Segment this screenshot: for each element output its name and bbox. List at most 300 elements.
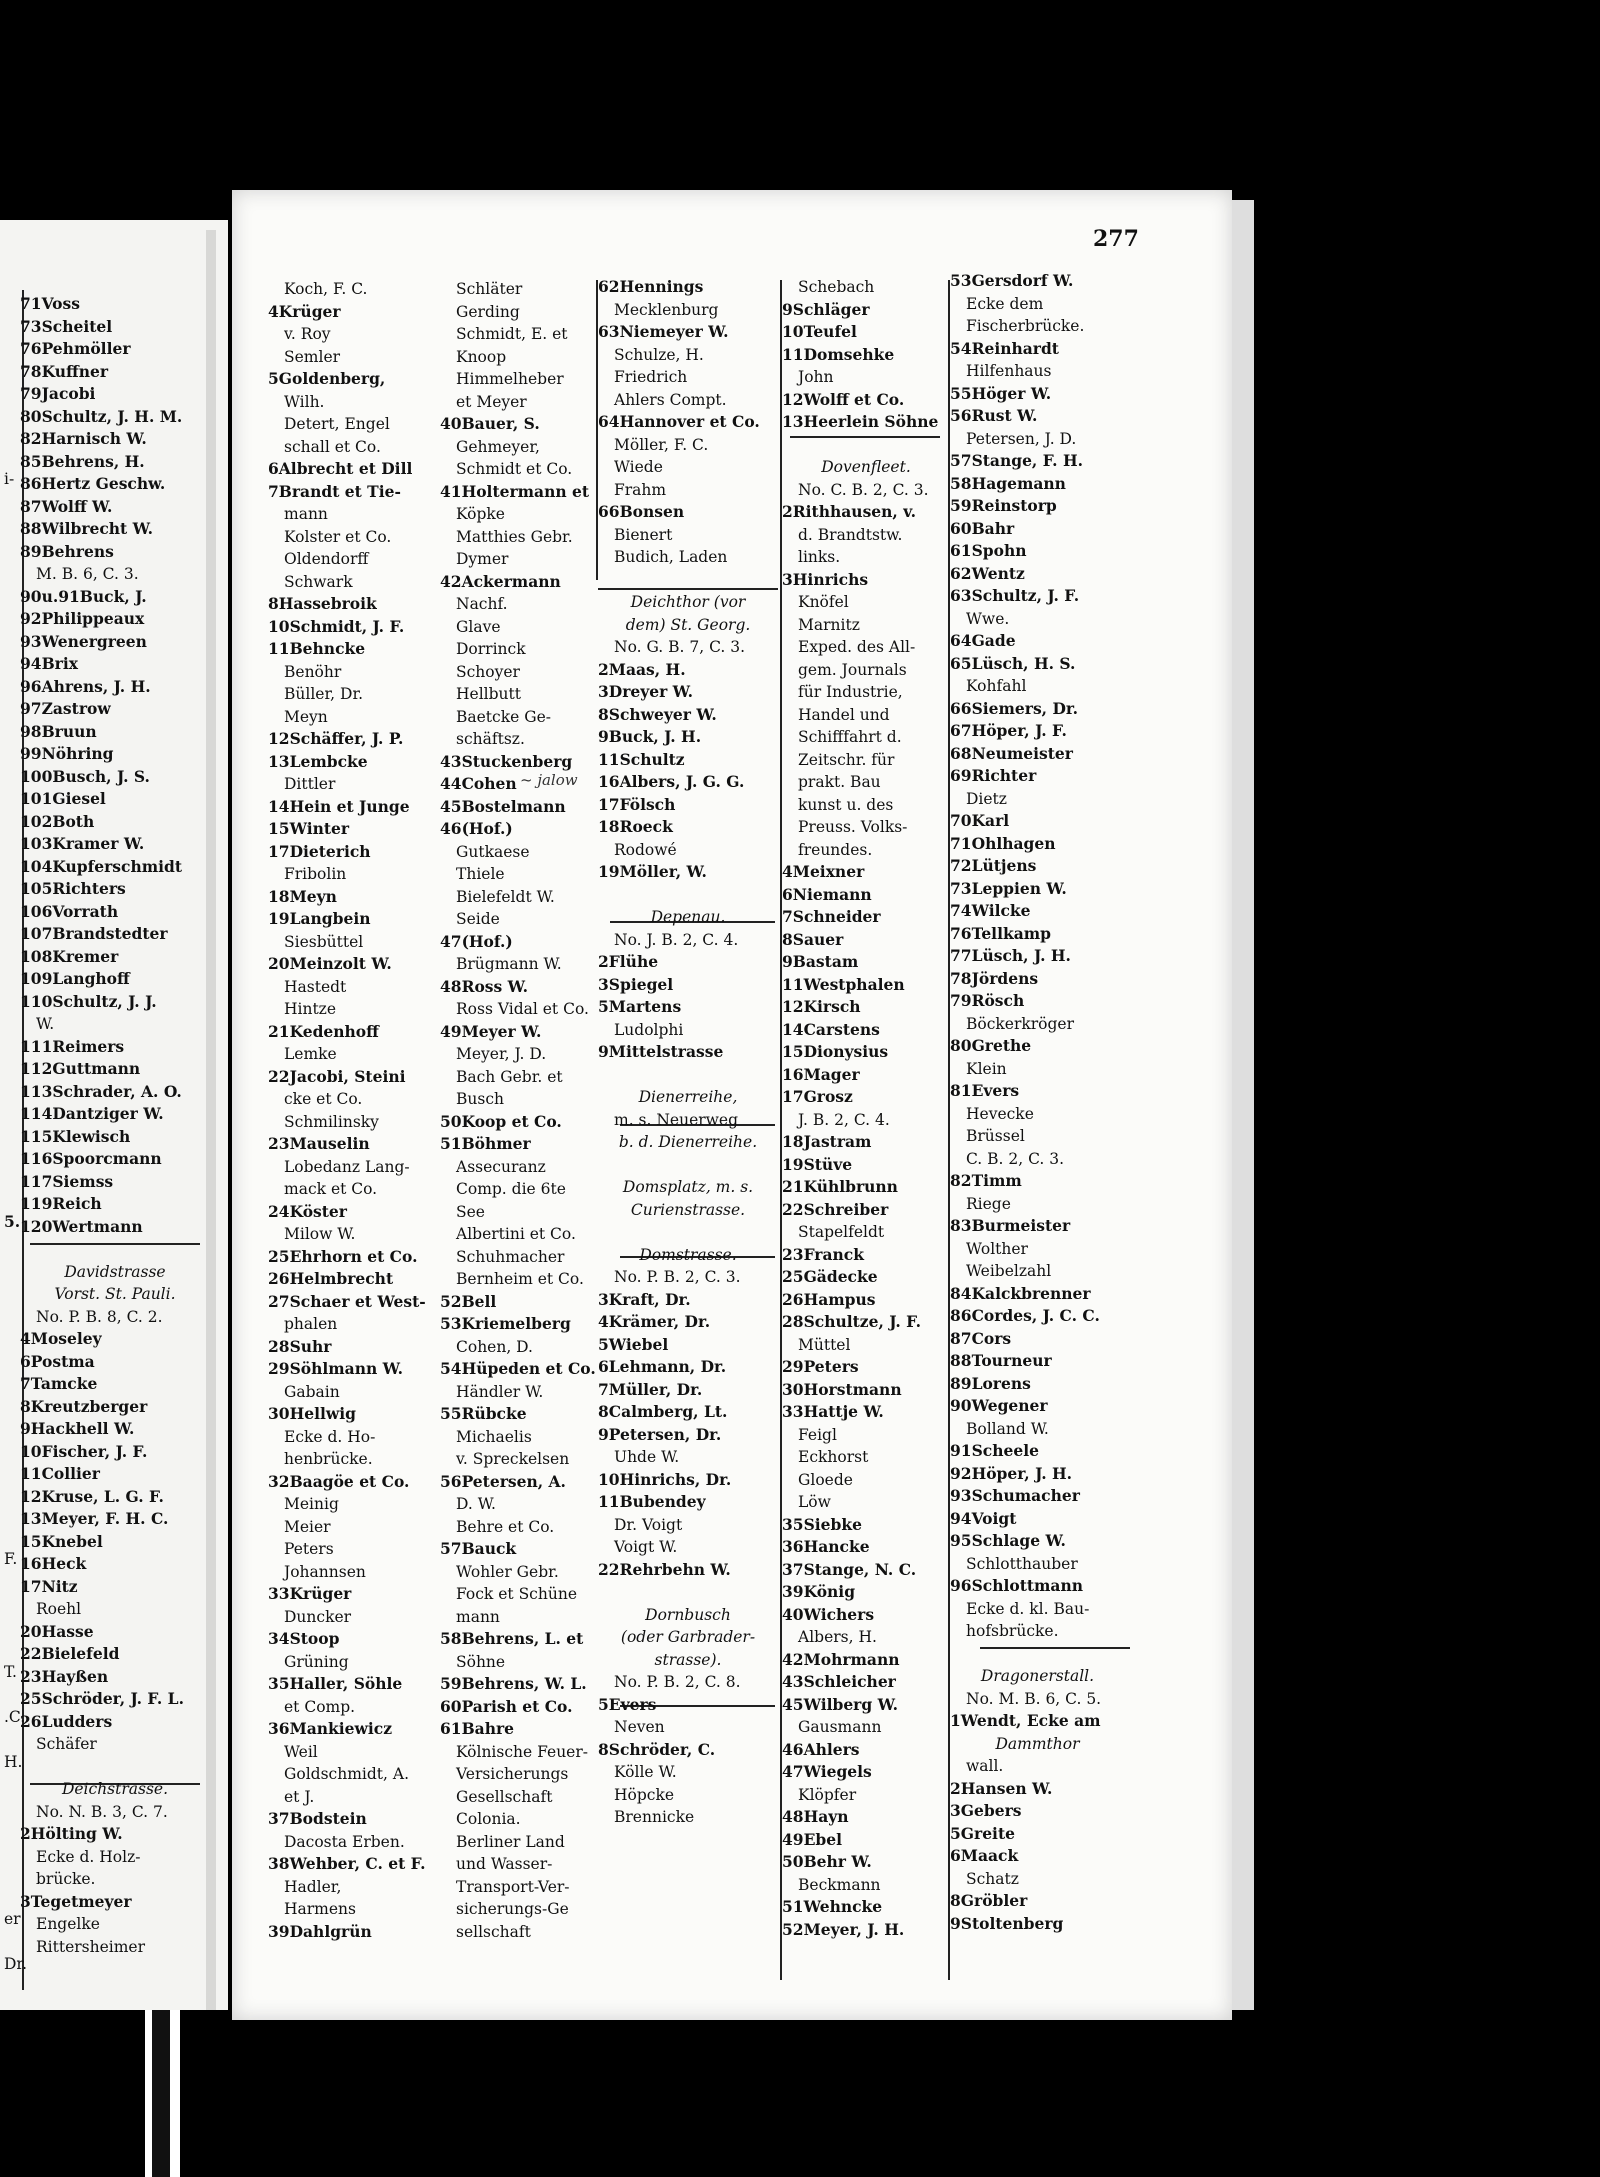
directory-entry: 104Kupferschmidt bbox=[20, 856, 183, 876]
directory-entry: cke et Co. bbox=[284, 1090, 363, 1108]
directory-entry: et Comp. bbox=[284, 1697, 356, 1716]
directory-entry: 29Peters bbox=[782, 1357, 859, 1376]
directory-entry: Dietz bbox=[966, 789, 1007, 808]
directory-entry: 96Ahrens, J. H. bbox=[20, 676, 151, 696]
directory-entry: 70Karl bbox=[950, 811, 1010, 830]
directory-entry: W. bbox=[36, 1015, 55, 1033]
directory-entry: 53Gersdorf W. bbox=[950, 271, 1074, 290]
directory-entry: 64Gade bbox=[950, 631, 1016, 650]
directory-entry: 88Wilbrecht W. bbox=[20, 519, 153, 538]
directory-entry: 45Bostelmann bbox=[440, 796, 566, 816]
directory-entry: 16Heck bbox=[20, 1554, 87, 1573]
directory-entry: 97Zastrow bbox=[20, 699, 111, 718]
page-number: 277 bbox=[1093, 226, 1139, 252]
directory-entry: 110Schultz, J. J. bbox=[20, 991, 157, 1011]
directory-entry: 43Stuckenberg bbox=[440, 751, 573, 771]
directory-entry: Köpke bbox=[456, 505, 505, 523]
directory-entry: Dammthor bbox=[995, 1734, 1080, 1753]
directory-entry: 11Schultz bbox=[598, 749, 685, 769]
directory-entry: Lobedanz Lang- bbox=[284, 1157, 410, 1176]
directory-entry: Schatz bbox=[966, 1869, 1019, 1888]
directory-entry bbox=[598, 569, 778, 592]
directory-entry: Kölle W. bbox=[614, 1763, 677, 1781]
directory-entry: Baetcke Ge- bbox=[456, 707, 551, 726]
directory-entry: 47(Hof.) bbox=[440, 931, 513, 951]
directory-entry: 36Mankiewicz bbox=[268, 1719, 392, 1738]
directory-entry: Böckerkröger bbox=[966, 1014, 1075, 1033]
directory-entry: 18Meyn bbox=[268, 886, 337, 906]
directory-entry: Brennicke bbox=[614, 1808, 695, 1826]
directory-entry: Nachf. bbox=[456, 595, 508, 613]
directory-entry: Assecuranz bbox=[456, 1157, 546, 1176]
directory-entry: 79Jacobi bbox=[20, 384, 96, 403]
directory-entry: 25Schröder, J. F. L. bbox=[20, 1689, 184, 1708]
directory-entry: Meyer, J. D. bbox=[456, 1045, 547, 1063]
directory-entry: 74Wilcke bbox=[950, 901, 1031, 920]
directory-entry: Berliner Land bbox=[456, 1832, 565, 1851]
directory-entry: 86Hertz Geschw. bbox=[20, 474, 166, 493]
directory-entry: 36Hancke bbox=[782, 1537, 870, 1556]
directory-entry: 6Niemann bbox=[782, 884, 872, 904]
directory-entry: 65Lüsch, H. S. bbox=[950, 653, 1076, 673]
directory-entry: Albertini et Co. bbox=[456, 1225, 576, 1243]
directory-entry: 42Mohrmann bbox=[782, 1649, 900, 1669]
directory-entry: 51Böhmer bbox=[440, 1134, 531, 1153]
directory-entry: 14Hein et Junge bbox=[268, 796, 410, 816]
directory-entry: 23Mauselin bbox=[268, 1134, 370, 1153]
directory-entry: 26Helmbrecht bbox=[268, 1269, 394, 1288]
directory-entry: 27Schaer et West- bbox=[268, 1291, 426, 1311]
directory-entry: 54Reinhardt bbox=[950, 338, 1059, 358]
directory-entry: Grüning bbox=[284, 1652, 349, 1671]
directory-entry: Harmens bbox=[284, 1900, 356, 1918]
directory-entry: Kolster et Co. bbox=[284, 527, 392, 546]
directory-entry: Transport-Ver- bbox=[456, 1877, 570, 1896]
directory-entry: Hadler, bbox=[284, 1877, 342, 1896]
directory-entry: Schlotthauber bbox=[966, 1554, 1078, 1573]
directory-entry: Deichstrasse. bbox=[61, 1780, 169, 1798]
directory-entry: Rodowé bbox=[614, 840, 677, 859]
directory-entry: 5. bbox=[4, 1211, 21, 1231]
directory-entry: 73Leppien W. bbox=[950, 878, 1067, 898]
directory-entry: dem) St. Georg. bbox=[625, 615, 751, 634]
directory-column bbox=[20, 293, 210, 1958]
directory-entry: 15Dionysius bbox=[782, 1042, 889, 1061]
directory-entry: 46(Hof.) bbox=[440, 819, 513, 838]
directory-entry: 2Hölting W. bbox=[20, 1824, 123, 1843]
directory-entry: Detert, Engel bbox=[284, 415, 390, 433]
directory-entry: phalen bbox=[284, 1315, 338, 1333]
directory-entry: 26Hampus bbox=[782, 1289, 876, 1309]
directory-entry: Wolther bbox=[966, 1239, 1028, 1258]
directory-entry: 40Wichers bbox=[782, 1604, 875, 1624]
directory-entry: 17Fölsch bbox=[598, 794, 676, 814]
directory-entry: Ecke d. kl. Bau- bbox=[966, 1599, 1090, 1618]
directory-entry: 102Both bbox=[20, 811, 95, 831]
directory-entry: 112Guttmann bbox=[20, 1059, 141, 1078]
directory-entry: Möller, F. C. bbox=[614, 435, 709, 454]
directory-entry: 28Suhr bbox=[268, 1336, 332, 1356]
directory-entry: 49Ebel bbox=[782, 1829, 842, 1849]
directory-entry: 81Evers bbox=[950, 1081, 1020, 1100]
directory-entry: 54Hüpeden et Co. bbox=[440, 1359, 596, 1378]
directory-entry: Ross Vidal et Co. bbox=[456, 1000, 589, 1018]
directory-entry: mann bbox=[456, 1607, 500, 1626]
directory-entry: 115Klewisch bbox=[20, 1126, 131, 1146]
directory-entry: Söhne bbox=[456, 1652, 506, 1671]
directory-entry: 22Jacobi, Steini bbox=[268, 1066, 406, 1086]
directory-entry: Uhde W. bbox=[614, 1448, 680, 1466]
directory-entry: 92Philippeaux bbox=[20, 609, 145, 628]
directory-entry: 56Rust W. bbox=[950, 406, 1038, 425]
directory-entry: H. bbox=[4, 1752, 23, 1771]
directory-entry: 52Meyer, J. H. bbox=[782, 1919, 905, 1939]
right-page-curl bbox=[1232, 200, 1254, 2010]
directory-entry: 46Ahlers bbox=[782, 1739, 860, 1759]
directory-entry: Comp. die 6te bbox=[456, 1180, 566, 1198]
directory-entry: 80Grethe bbox=[950, 1036, 1032, 1055]
directory-entry: No. M. B. 6, C. 5. bbox=[966, 1689, 1102, 1708]
directory-entry: 23Franck bbox=[782, 1244, 864, 1264]
directory-entry: 12Wolff et Co. bbox=[782, 389, 905, 409]
directory-entry: 79Rösch bbox=[950, 991, 1025, 1010]
directory-entry: Seide bbox=[456, 910, 500, 928]
directory-entry: D. W. bbox=[456, 1495, 496, 1513]
directory-entry: Benöhr bbox=[284, 662, 342, 681]
directory-entry: F. bbox=[4, 1550, 18, 1568]
directory-entry: 71Ohlhagen bbox=[950, 833, 1056, 853]
directory-entry: Meier bbox=[284, 1517, 331, 1536]
directory-entry: 6Maack bbox=[950, 1846, 1019, 1865]
directory-entry: 98Bruun bbox=[20, 721, 97, 741]
directory-entry: 95Schlage W. bbox=[950, 1531, 1066, 1550]
directory-entry: Schifffahrt d. bbox=[798, 728, 902, 746]
directory-entry: 9Hackhell W. bbox=[20, 1419, 135, 1438]
directory-entry: Gloede bbox=[798, 1470, 853, 1489]
directory-entry: 7Schneider bbox=[782, 907, 881, 926]
directory-entry bbox=[598, 1154, 778, 1177]
directory-entry: et J. bbox=[284, 1787, 315, 1806]
directory-entry: Fischerbrücke. bbox=[966, 317, 1085, 335]
directory-entry: Schulze, H. bbox=[614, 345, 704, 364]
directory-entry: 10Schmidt, J. F. bbox=[268, 616, 405, 636]
directory-entry: Büller, Dr. bbox=[284, 685, 364, 703]
directory-entry: Riege bbox=[966, 1194, 1011, 1213]
directory-entry: 56Petersen, A. bbox=[440, 1471, 566, 1491]
directory-entry: 11Domsehke bbox=[782, 344, 895, 364]
directory-entry: 9Bastam bbox=[782, 952, 859, 971]
directory-entry: 30Hellwig bbox=[268, 1404, 356, 1423]
directory-entry: mack et Co. bbox=[284, 1180, 378, 1198]
directory-entry: Himmelheber bbox=[456, 370, 564, 388]
directory-entry: 53Kriemelberg bbox=[440, 1314, 571, 1333]
directory-entry: hofsbrücke. bbox=[966, 1622, 1059, 1640]
spine-shadow bbox=[152, 2010, 170, 2177]
directory-entry: 63Schultz, J. F. bbox=[950, 586, 1080, 605]
directory-entry: 47Wiegels bbox=[782, 1762, 872, 1781]
directory-entry: 9Stoltenberg bbox=[950, 1913, 1064, 1933]
directory-entry: Petersen, J. D. bbox=[966, 429, 1077, 448]
directory-entry: Dovenfleet. bbox=[821, 458, 911, 476]
directory-entry: 35Haller, Söhle bbox=[268, 1674, 403, 1693]
directory-entry: Schmilinsky bbox=[284, 1112, 379, 1131]
directory-entry: 61Bahre bbox=[440, 1719, 515, 1738]
directory-entry: 2Hansen W. bbox=[950, 1778, 1053, 1798]
directory-entry: Dr. bbox=[4, 1955, 28, 1973]
directory-entry: 44Cohen bbox=[440, 774, 517, 793]
directory-entry: 94Voigt bbox=[950, 1508, 1017, 1528]
directory-entry: 23Hayßen bbox=[20, 1666, 109, 1686]
directory-entry: 6Albrecht et Dill bbox=[268, 459, 413, 478]
directory-entry: Mecklenburg bbox=[614, 300, 719, 319]
directory-entry: 78Kuffner bbox=[20, 361, 108, 381]
directory-entry bbox=[598, 1581, 778, 1604]
directory-entry: Hastedt bbox=[284, 977, 347, 996]
directory-entry: 9Schläger bbox=[782, 299, 870, 319]
directory-entry: 28Schultze, J. F. bbox=[782, 1312, 922, 1331]
directory-entry: 55Höger W. bbox=[950, 383, 1052, 403]
directory-entry: Roehl bbox=[36, 1600, 82, 1618]
directory-entry: 6Lehmann, Dr. bbox=[598, 1357, 727, 1376]
directory-entry: No. J. B. 2, C. 4. bbox=[614, 930, 739, 949]
directory-entry: er bbox=[4, 1910, 21, 1928]
directory-entry: 5Goldenberg, bbox=[268, 369, 386, 388]
directory-entry: 7Müller, Dr. bbox=[598, 1379, 703, 1399]
directory-entry: 59Behrens, W. L. bbox=[440, 1674, 587, 1693]
directory-entry: 77Lüsch, J. H. bbox=[950, 946, 1071, 965]
directory-entry: Duncker bbox=[284, 1607, 352, 1626]
directory-entry: 35Siebke bbox=[782, 1514, 862, 1534]
directory-entry: Exped. des All- bbox=[798, 638, 916, 656]
directory-entry: 117Siemss bbox=[20, 1171, 114, 1191]
directory-entry: 11Westphalen bbox=[782, 974, 905, 994]
directory-entry: Gausmann bbox=[798, 1718, 882, 1736]
directory-entry: Dymer bbox=[456, 550, 509, 568]
directory-entry: 13Lembcke bbox=[268, 751, 368, 771]
directory-entry: 80Schultz, J. H. M. bbox=[20, 406, 183, 426]
directory-entry: für Industrie, bbox=[798, 683, 903, 701]
directory-entry: freundes. bbox=[798, 840, 873, 859]
directory-entry: 9Mittelstrasse bbox=[598, 1042, 724, 1061]
directory-entry: 22Rehrbehn W. bbox=[598, 1559, 731, 1579]
directory-entry: 32Baagöe et Co. bbox=[268, 1471, 410, 1491]
directory-entry: 22Schreiber bbox=[782, 1199, 889, 1219]
directory-entry: sicherungs-Ge bbox=[456, 1900, 569, 1918]
directory-entry: 116Spoorcmann bbox=[20, 1149, 162, 1168]
directory-entry: 90Wegener bbox=[950, 1396, 1048, 1415]
directory-entry: 8Gröbler bbox=[950, 1891, 1028, 1910]
directory-entry: 50Behr W. bbox=[782, 1852, 872, 1871]
directory-entry: 64Hannover et Co. bbox=[598, 412, 760, 431]
directory-entry: Matthies Gebr. bbox=[456, 527, 573, 546]
directory-entry bbox=[598, 884, 778, 907]
directory-entry: 78Jördens bbox=[950, 968, 1039, 988]
directory-entry: 12Schäffer, J. P. bbox=[268, 729, 404, 748]
directory-entry: 29Söhlmann W. bbox=[268, 1359, 404, 1378]
directory-entry: Hilfenhaus bbox=[966, 362, 1052, 380]
directory-entry: 55Rübcke bbox=[440, 1404, 527, 1423]
directory-entry: 14Carstens bbox=[782, 1019, 880, 1039]
directory-entry: Cohen, D. bbox=[456, 1337, 533, 1356]
directory-entry: 69Richter bbox=[950, 766, 1037, 785]
directory-entry: 33Hattje W. bbox=[782, 1402, 884, 1421]
directory-entry: 4Meixner bbox=[782, 862, 865, 881]
directory-entry: Curienstrasse. bbox=[630, 1200, 746, 1219]
directory-entry: Fock et Schüne bbox=[456, 1585, 577, 1603]
directory-entry: 8Hassebroik bbox=[268, 594, 377, 613]
directory-entry: 10Teufel bbox=[782, 322, 857, 341]
directory-entry: 18Roeck bbox=[598, 817, 673, 836]
directory-entry: 58Hagemann bbox=[950, 473, 1066, 493]
directory-entry: Dorrinck bbox=[456, 640, 526, 658]
directory-entry: Bach Gebr. et bbox=[456, 1067, 563, 1086]
directory-entry: 3Dreyer W. bbox=[598, 682, 694, 701]
directory-entry: Bolland W. bbox=[966, 1419, 1049, 1438]
directory-entry: 103Kramer W. bbox=[20, 834, 145, 853]
directory-entry: No. P. B. 8, C. 2. bbox=[36, 1307, 163, 1326]
directory-entry: Lemke bbox=[284, 1045, 337, 1063]
directory-entry: 57Stange, F. H. bbox=[950, 451, 1084, 470]
directory-entry: C. B. 2, C. 3. bbox=[966, 1149, 1065, 1168]
directory-entry: 21Kühlbrunn bbox=[782, 1177, 898, 1196]
directory-entry: 39König bbox=[782, 1582, 856, 1601]
directory-entry: mann bbox=[284, 505, 328, 523]
directory-entry: 11Behncke bbox=[268, 639, 366, 658]
directory-entry: Dr. Voigt bbox=[614, 1515, 683, 1534]
directory-entry: 3Hinrichs bbox=[782, 569, 869, 589]
directory-entry: Gabain bbox=[284, 1382, 340, 1401]
directory-entry: Domsplatz, m. s. bbox=[622, 1178, 754, 1196]
directory-entry: 85Behrens, H. bbox=[20, 451, 145, 471]
directory-entry: Dienerreihe, bbox=[638, 1088, 738, 1106]
directory-entry: Schäfer bbox=[36, 1735, 97, 1753]
directory-entry: Zeitschr. für bbox=[798, 750, 895, 769]
directory-entry: 7Brandt et Tie- bbox=[268, 481, 401, 501]
directory-entry: Davidstrasse bbox=[64, 1262, 166, 1281]
directory-entry: 3Spiegel bbox=[598, 974, 674, 994]
directory-entry: 15Knebel bbox=[20, 1531, 103, 1551]
directory-entry: 51Wehncke bbox=[782, 1897, 883, 1916]
directory-entry: v. Spreckelsen bbox=[456, 1450, 570, 1468]
directory-entry: Feigl bbox=[798, 1425, 837, 1444]
directory-entry: Schwark bbox=[284, 572, 353, 591]
directory-entry: Albers, H. bbox=[798, 1628, 877, 1646]
directory-entry: Schmidt, E. et bbox=[456, 325, 568, 343]
directory-entry: 11Collier bbox=[20, 1464, 100, 1483]
directory-entry: 5Greite bbox=[950, 1823, 1015, 1843]
directory-entry: No. P. B. 2, C. 3. bbox=[614, 1268, 741, 1286]
directory-entry: 19Möller, W. bbox=[598, 862, 707, 881]
directory-entry: 9Buck, J. H. bbox=[598, 727, 702, 746]
directory-entry: Peters bbox=[284, 1540, 334, 1558]
directory-entry bbox=[782, 434, 950, 457]
directory-entry: 109Langhoff bbox=[20, 969, 130, 988]
directory-entry: 87Cors bbox=[950, 1328, 1012, 1348]
directory-entry: 72Lütjens bbox=[950, 856, 1037, 875]
directory-entry: Handel und bbox=[798, 705, 890, 724]
directory-entry: 52Bell bbox=[440, 1291, 497, 1311]
directory-entry bbox=[20, 1238, 210, 1261]
directory-entry: See bbox=[456, 1202, 485, 1221]
directory-entry: Dittler bbox=[284, 775, 336, 793]
directory-entry: Klöpfer bbox=[798, 1785, 857, 1804]
handwritten-note: ~ jalow bbox=[520, 771, 578, 789]
directory-entry: Knöfel bbox=[798, 593, 849, 611]
directory-entry: Depenau. bbox=[650, 908, 726, 926]
directory-entry: 16Albers, J. G. G. bbox=[598, 772, 745, 791]
directory-entry: 11Bubendey bbox=[598, 1492, 706, 1511]
directory-entry: 33Krüger bbox=[268, 1584, 352, 1603]
directory-entry: 82Harnisch W. bbox=[20, 429, 147, 448]
directory-entry: 58Behrens, L. et bbox=[440, 1629, 584, 1648]
directory-entry: 66Siemers, Dr. bbox=[950, 698, 1079, 718]
directory-entry bbox=[950, 1643, 1125, 1666]
directory-entry: Voigt W. bbox=[614, 1538, 678, 1556]
directory-entry: Hellbutt bbox=[456, 685, 521, 703]
directory-entry: 19Stüve bbox=[782, 1154, 853, 1174]
directory-entry: 4Krüger bbox=[268, 301, 341, 321]
directory-entry: m. s. Neuerweg bbox=[614, 1110, 739, 1129]
directory-entry: 67Höper, J. F. bbox=[950, 721, 1067, 740]
directory-entry: Dragonerstall. bbox=[980, 1667, 1095, 1685]
directory-entry: 120Wertmann bbox=[20, 1216, 143, 1236]
directory-entry: v. Roy bbox=[284, 325, 331, 343]
directory-entry: Goldschmidt, A. bbox=[284, 1765, 409, 1783]
directory-entry: 57Bauck bbox=[440, 1539, 517, 1558]
directory-entry: 5Evers bbox=[598, 1694, 657, 1714]
directory-entry: Deichthor (vor bbox=[630, 593, 746, 611]
directory-entry: Bienert bbox=[614, 525, 673, 544]
directory-entry: strasse). bbox=[654, 1650, 722, 1669]
directory-column bbox=[950, 270, 1125, 1935]
directory-entry: 8Calmberg, Lt. bbox=[598, 1402, 728, 1421]
directory-entry: 76Tellkamp bbox=[950, 923, 1051, 943]
directory-entry: Friedrich bbox=[614, 368, 688, 386]
directory-entry: Brügmann W. bbox=[456, 955, 562, 973]
directory-entry: 63Niemeyer W. bbox=[598, 322, 729, 341]
directory-entry: 22Bielefeld bbox=[20, 1644, 120, 1663]
directory-entry: 61Spohn bbox=[950, 541, 1027, 560]
directory-entry: 12Kirsch bbox=[782, 997, 861, 1016]
directory-column bbox=[440, 278, 610, 1943]
directory-entry: henbrücke. bbox=[284, 1450, 373, 1468]
directory-entry: Händler W. bbox=[456, 1382, 544, 1401]
directory-entry: Ecke dem bbox=[966, 294, 1044, 313]
directory-entry: 2Maas, H. bbox=[598, 659, 686, 679]
directory-entry: Klein bbox=[966, 1059, 1007, 1078]
directory-entry: Dornbusch bbox=[645, 1605, 731, 1624]
directory-entry bbox=[598, 1064, 778, 1087]
directory-entry: No. C. B. 2, C. 3. bbox=[798, 480, 929, 499]
directory-entry: 68Neumeister bbox=[950, 743, 1073, 763]
directory-entry: 4Moseley bbox=[20, 1329, 102, 1348]
directory-entry: 49Meyer W. bbox=[440, 1021, 542, 1041]
directory-entry: 15Winter bbox=[268, 819, 350, 838]
directory-entry: Schläter bbox=[456, 280, 523, 298]
directory-entry: d. Brandtstw. bbox=[798, 525, 903, 544]
directory-entry: 60Bahr bbox=[950, 518, 1015, 538]
directory-entry: 50Koop et Co. bbox=[440, 1111, 562, 1131]
directory-entry: 108Kremer bbox=[20, 946, 119, 966]
directory-entry: .C. bbox=[4, 1707, 26, 1726]
directory-column bbox=[268, 278, 438, 1943]
directory-entry: 84Kalckbrenner bbox=[950, 1283, 1091, 1303]
directory-entry: 8Kreutzberger bbox=[20, 1396, 148, 1416]
directory-entry: links. bbox=[798, 548, 841, 566]
directory-entry: Knoop bbox=[456, 347, 507, 366]
directory-entry: sellschaft bbox=[456, 1922, 531, 1941]
directory-entry: 39Dahlgrün bbox=[268, 1921, 372, 1941]
